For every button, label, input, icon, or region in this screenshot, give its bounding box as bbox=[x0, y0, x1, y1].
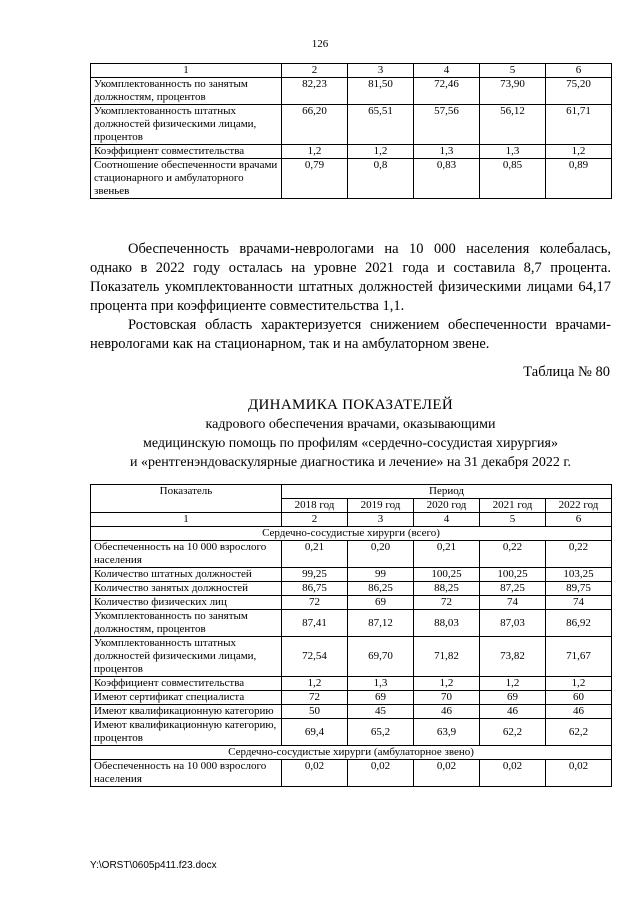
title-line: медицинскую помощь по профилям «сердечно-сосудистая хирургия» bbox=[143, 436, 558, 451]
cell-value: 87,12 bbox=[348, 610, 414, 637]
row-label: Имеют квалификационную категорию, процентов bbox=[91, 719, 282, 746]
table-row bbox=[91, 568, 612, 582]
cell-value: 1,3 bbox=[414, 145, 480, 159]
header-year: 2022 год bbox=[546, 499, 612, 513]
header-year: 2018 год bbox=[282, 499, 348, 513]
table-number: Таблица № 80 bbox=[523, 364, 610, 380]
table-row bbox=[91, 596, 612, 610]
cell-value: 87,03 bbox=[480, 610, 546, 637]
cell-value: 70 bbox=[414, 691, 480, 705]
row-label: Укомплектованность по занятым должностям, процентов bbox=[91, 610, 282, 637]
cell-value: 0,89 bbox=[546, 159, 612, 199]
title-line: и «рентгенэндоваскулярные диагностика и лечение» на 31 декабря 2022 г. bbox=[130, 455, 571, 470]
table-row bbox=[91, 159, 612, 199]
header-period: Период bbox=[282, 485, 612, 499]
cell-value: 1,2 bbox=[282, 145, 348, 159]
cell-value: 88,03 bbox=[414, 610, 480, 637]
table-row bbox=[91, 541, 612, 568]
cell-value: 71,82 bbox=[414, 637, 480, 677]
cell-value: 69 bbox=[348, 691, 414, 705]
file-path-footer: Y:\ORST\0605p411.f23.docx bbox=[90, 860, 217, 871]
cell-value: 62,2 bbox=[546, 719, 612, 746]
body-paragraph: Ростовская область характеризуется снижением обеспеченности врачами-неврологами как на стационарном, так и на амбулаторном звене. bbox=[90, 317, 611, 352]
cell-value: 0,21 bbox=[282, 541, 348, 568]
continuation-table bbox=[90, 63, 612, 199]
row-label: Имеют сертификат специалиста bbox=[91, 691, 282, 705]
cell-value: 0,85 bbox=[480, 159, 546, 199]
cell-value: 0,22 bbox=[546, 541, 612, 568]
cell-value: 0,20 bbox=[348, 541, 414, 568]
row-label: Количество занятых должностей bbox=[91, 582, 282, 596]
cell-value: 72,46 bbox=[414, 78, 480, 105]
header-year: 2020 год bbox=[414, 499, 480, 513]
cell-value: 1,3 bbox=[480, 145, 546, 159]
column-number: 5 bbox=[480, 64, 546, 78]
table-row bbox=[91, 760, 612, 787]
title-line: кадрового обеспечения врачами, оказывающими bbox=[205, 417, 496, 432]
table-row bbox=[91, 105, 612, 145]
cell-value: 72,54 bbox=[282, 637, 348, 677]
cell-value: 99,25 bbox=[282, 568, 348, 582]
cell-value: 69,4 bbox=[282, 719, 348, 746]
cell-value: 66,20 bbox=[282, 105, 348, 145]
cell-value: 82,23 bbox=[282, 78, 348, 105]
table-row bbox=[91, 582, 612, 596]
cell-value: 56,12 bbox=[480, 105, 546, 145]
cell-value: 81,50 bbox=[348, 78, 414, 105]
cell-value: 103,25 bbox=[546, 568, 612, 582]
header-year: 2019 год bbox=[348, 499, 414, 513]
cell-value: 1,2 bbox=[348, 145, 414, 159]
title-main: ДИНАМИКА ПОКАЗАТЕЛЕЙ bbox=[248, 397, 453, 413]
header-indicator: Показатель bbox=[91, 485, 282, 513]
section-title: Сердечно-сосудистые хирурги (амбулаторное звено) bbox=[91, 746, 612, 760]
column-number: 2 bbox=[282, 64, 348, 78]
cell-value: 0,02 bbox=[348, 760, 414, 787]
table-row bbox=[91, 719, 612, 746]
cell-value: 86,92 bbox=[546, 610, 612, 637]
cell-value: 72 bbox=[282, 691, 348, 705]
cell-value: 57,56 bbox=[414, 105, 480, 145]
cell-value: 100,25 bbox=[414, 568, 480, 582]
table-header-row bbox=[91, 64, 612, 78]
cell-value: 69 bbox=[480, 691, 546, 705]
cell-value: 46 bbox=[546, 705, 612, 719]
cell-value: 75,20 bbox=[546, 78, 612, 105]
column-number: 4 bbox=[414, 64, 480, 78]
cell-value: 63,9 bbox=[414, 719, 480, 746]
cell-value: 0,8 bbox=[348, 159, 414, 199]
cell-value: 72 bbox=[414, 596, 480, 610]
table-row bbox=[91, 691, 612, 705]
row-label: Коэффициент совместительства bbox=[91, 677, 282, 691]
section-title: Сердечно-сосудистые хирурги (всего) bbox=[91, 527, 612, 541]
cell-value: 1,2 bbox=[282, 677, 348, 691]
table-row bbox=[91, 610, 612, 637]
cell-value: 86,75 bbox=[282, 582, 348, 596]
cell-value: 0,02 bbox=[480, 760, 546, 787]
cell-value: 99 bbox=[348, 568, 414, 582]
table-header-row bbox=[91, 485, 612, 499]
cell-value: 50 bbox=[282, 705, 348, 719]
cell-value: 0,22 bbox=[480, 541, 546, 568]
table-row bbox=[91, 677, 612, 691]
cell-value: 62,2 bbox=[480, 719, 546, 746]
column-number: 3 bbox=[348, 513, 414, 527]
cell-value: 1,3 bbox=[348, 677, 414, 691]
cell-value: 89,75 bbox=[546, 582, 612, 596]
cell-value: 0,02 bbox=[414, 760, 480, 787]
cell-value: 74 bbox=[480, 596, 546, 610]
cell-value: 69,70 bbox=[348, 637, 414, 677]
section-row bbox=[91, 527, 612, 541]
indicators-table bbox=[90, 484, 612, 787]
cell-value: 0,02 bbox=[282, 760, 348, 787]
cell-value: 86,25 bbox=[348, 582, 414, 596]
table-row bbox=[91, 637, 612, 677]
cell-value: 1,2 bbox=[546, 145, 612, 159]
cell-value: 71,67 bbox=[546, 637, 612, 677]
cell-value: 87,25 bbox=[480, 582, 546, 596]
cell-value: 46 bbox=[480, 705, 546, 719]
table-title bbox=[90, 396, 611, 472]
row-label: Укомплектованность штатных должностей физическими лицами, процентов bbox=[91, 105, 282, 145]
row-label: Количество физических лиц bbox=[91, 596, 282, 610]
cell-value: 60 bbox=[546, 691, 612, 705]
column-number: 1 bbox=[91, 64, 282, 78]
column-number: 5 bbox=[480, 513, 546, 527]
column-number: 6 bbox=[546, 64, 612, 78]
header-year: 2021 год bbox=[480, 499, 546, 513]
cell-value: 100,25 bbox=[480, 568, 546, 582]
cell-value: 1,2 bbox=[546, 677, 612, 691]
cell-value: 0,02 bbox=[546, 760, 612, 787]
table-row bbox=[91, 705, 612, 719]
row-label: Имеют квалификационную категорию bbox=[91, 705, 282, 719]
row-label: Обеспеченность на 10 000 взрослого населения bbox=[91, 760, 282, 787]
table-row bbox=[91, 78, 612, 105]
body-paragraph: Обеспеченность врачами-неврологами на 10 000 населения колебалась, однако в 2022 году осталась на уровне 2021 года и составила 8,7 процента. Показатель укомплектованности штатных должностей физическими лицами 64,17 процента при коэффициенте совместительства 1,1. bbox=[90, 241, 611, 314]
cell-value: 88,25 bbox=[414, 582, 480, 596]
cell-value: 87,41 bbox=[282, 610, 348, 637]
cell-value: 61,71 bbox=[546, 105, 612, 145]
row-label: Количество штатных должностей bbox=[91, 568, 282, 582]
cell-value: 45 bbox=[348, 705, 414, 719]
cell-value: 65,2 bbox=[348, 719, 414, 746]
cell-value: 0,83 bbox=[414, 159, 480, 199]
cell-value: 73,82 bbox=[480, 637, 546, 677]
cell-value: 73,90 bbox=[480, 78, 546, 105]
row-label: Коэффициент совместительства bbox=[91, 145, 282, 159]
row-label: Обеспеченность на 10 000 взрослого населения bbox=[91, 541, 282, 568]
row-label: Соотношение обеспеченности врачами стационарного и амбулаторного звеньев bbox=[91, 159, 282, 199]
cell-value: 1,2 bbox=[480, 677, 546, 691]
cell-value: 0,21 bbox=[414, 541, 480, 568]
column-number: 3 bbox=[348, 64, 414, 78]
cell-value: 74 bbox=[546, 596, 612, 610]
page-number: 126 bbox=[311, 38, 329, 50]
cell-value: 1,2 bbox=[414, 677, 480, 691]
column-number: 2 bbox=[282, 513, 348, 527]
row-label: Укомплектованность по занятым должностям, процентов bbox=[91, 78, 282, 105]
row-label: Укомплектованность штатных должностей физическими лицами, процентов bbox=[91, 637, 282, 677]
column-number: 6 bbox=[546, 513, 612, 527]
table-row bbox=[91, 145, 612, 159]
cell-value: 46 bbox=[414, 705, 480, 719]
section-row bbox=[91, 746, 612, 760]
table-number-row bbox=[91, 513, 612, 527]
column-number: 4 bbox=[414, 513, 480, 527]
column-number: 1 bbox=[91, 513, 282, 527]
cell-value: 65,51 bbox=[348, 105, 414, 145]
cell-value: 72 bbox=[282, 596, 348, 610]
cell-value: 69 bbox=[348, 596, 414, 610]
cell-value: 0,79 bbox=[282, 159, 348, 199]
